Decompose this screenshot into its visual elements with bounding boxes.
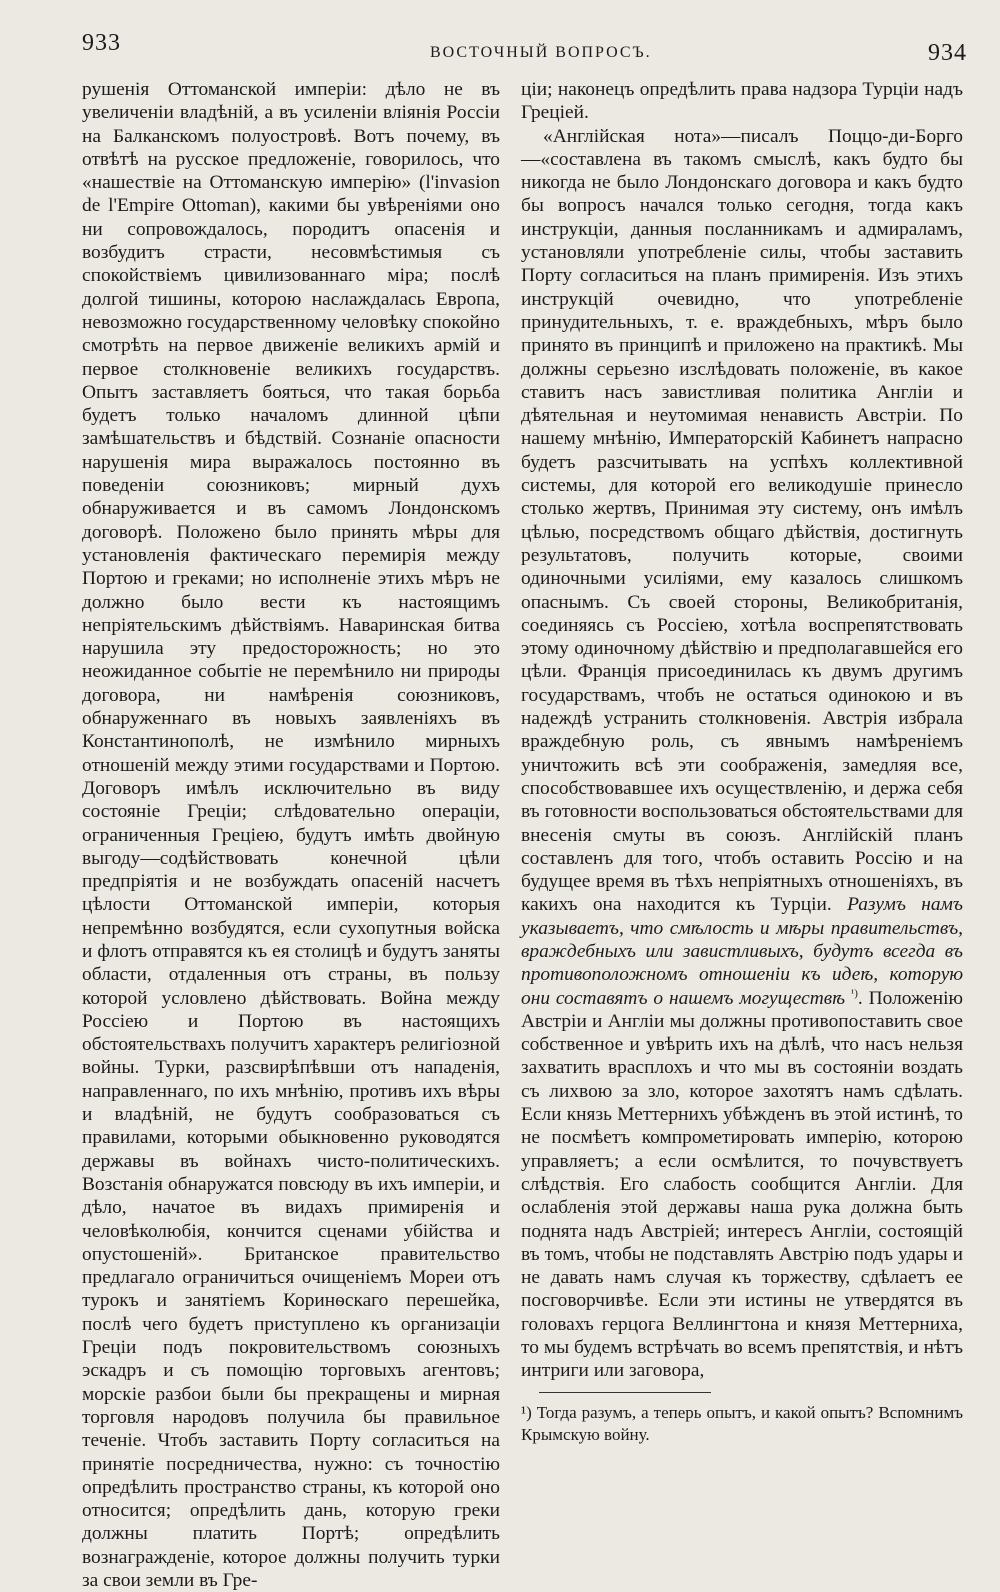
running-title: ВОСТОЧНЫЙ ВОПРОСЪ.: [430, 44, 652, 61]
page-header: [0, 26, 1000, 66]
right-paragraph-1: ціи; наконецъ опредѣлить права надзора Турціи надъ Греціей.: [521, 79, 963, 124]
page-number-left: 933: [82, 30, 121, 56]
quote-continuation: . Положенію Австріи и Англіи мы должны противопоставить свое собственное и увѣрить ихъ на дѣлѣ, что насъ нельзя захватить врасплохъ и что мы въ состояніи воздать съ лихвою за зло, которое захотятъ намъ сдѣлать. Если князь Меттернихъ убѣжденъ въ этой истинѣ, то не посмѣетъ компрометировать имперію, которою управляетъ; а если осмѣлится, то почувствуетъ слѣдствія. Его слабость сообщится Англіи. Для ослабленія этой державы наша рука должна быть поднята надъ Австріей; интересъ Англіи, состоящій въ томъ, чтобы не подставлять Австрію подъ удары и не давать намъ случая къ торжеству, сдѣлаетъ ее посговорчивѣе. Если эти истины не утвердятся въ головахъ герцога Веллингтона и князя Меттерниха, то мы будемъ встрѣчать во всемъ препятствія, и нѣтъ интриги или заговора,: [521, 987, 963, 1382]
left-paragraph: рушенія Оттоманской имперіи: дѣло не въ увеличеніи владѣній, а въ усиленіи вліянія Россіи на Балканскомъ полуостровѣ. Вотъ почему, въ отвѣтѣ на русское предложеніе, говорилось, что «нашествіе на Оттоманскую имперію» (l'invasion de l'Empire Ottoman), какими бы увѣреніями оно ни сопровождалось, породитъ опасенія и возбудитъ страсти, несовмѣстимыя съ спокойствіемъ цивилизованнаго міра; послѣ долгой тишины, которою наслаждалась Европа, невозможно государственному человѣку спокойно смотрѣть на первое движеніе великихъ армій и первое столкновеніе великихъ государствъ. Опытъ заставляетъ бояться, что такая борьба будетъ только началомъ длинной цѣпи замѣшательствъ и бѣдствій. Сознаніе опасности нарушенія мира выражалось постоянно въ поведеніи союзниковъ; мирный духъ обнаруживается и въ самомъ Лондонскомъ договорѣ. Положено было принять мѣры для установленія фактическаго перемирія между Портою и греками; но исполненіе этихъ мѣръ не должно было вести къ настоящимъ непріятельскимъ дѣйствіямъ. Наваринская битва нарушила эту предосторожность; но это неожиданное событіе не перемѣнило ни природы договора, ни намѣренія союзниковъ, обнаруженнаго въ новыхъ заявленіяхъ въ Константинополѣ, не измѣнило мирныхъ отношеній между этими государствами и Портою. Договоръ имѣлъ исключительно въ виду состояніе Греціи; слѣдовательно операціи, ограниченныя Греціею, будутъ имѣть двойную выгоду—содѣйствовать конечной цѣли предпріятія и не возбуждать опасеній насчетъ цѣлости Оттоманской имперіи, которыя непремѣнно возбудятся, если сухопутныя войска и флотъ отправятся къ ея столицѣ и будутъ заняты области, отдаленныя отъ страны, въ пользу которой условлено дѣйствовать. Война между Россіею и Портою въ настоящихъ обстоятельствахъ получитъ характеръ религіозной войны. Турки, разсвирѣпѣвши отъ нападенія, направленнаго, по ихъ мнѣнію, противъ ихъ вѣры и владѣній, не будутъ сообразоваться съ правилами, которыми обыкновенно руководятся державы въ войнахъ чисто-политическихъ. Возстанія обнаружатся повсюду въ ихъ имперіи, и дѣло, начатое въ видахъ примиренія и человѣколюбія, кончится сценами убійства и опустошеній». Британское правительство предлагало ограничиться очищеніемъ Мореи отъ турокъ и занятіемъ Коринѳскаго перешейка, послѣ чего будетъ приступлено къ организаціи Греціи подъ покровительствомъ союзныхъ эскадръ и съ помощію торговыхъ агентовъ; морскіе разбои были бы прекращены и мирная торговля народовъ получила бы правильное теченіе. Чтобъ заставить Порту согласиться на принятіе посредничества, нужно: съ точностію опредѣлить пространство страны, къ которой оно относится; опредѣлить дань, которую греки должны платить Портѣ; опредѣлить вознагражденіе, которое должны получить турки за свои земли въ Гре-: [82, 79, 500, 1591]
footnote: [521, 1402, 963, 1446]
left-column: [82, 78, 500, 1592]
right-column: [521, 78, 963, 1383]
footnote-reference: ¹): [850, 987, 858, 1000]
quote-text: «Англійская нота»—писалъ Поццо-ди-Борго—«составлена въ такомъ смыслѣ, какъ будто бы никогда не было Лондонскаго договора и какъ будто бы вопросъ начался только сегодня, тогда какъ инструкціи, данныя посланникамъ и адмираламъ, установляли употребленіе силы, чтобы заставить Порту согласиться на планъ примиренія. Изъ этихъ инструкцій очевидно, что употребленіе принудительныхъ, т. е. враждебныхъ, мѣръ было принято въ принципѣ и приложено на практикѣ. Мы должны серьезно изслѣдовать положеніе, въ какое ставитъ насъ завистливая политика Англіи и дѣятельная и неутомимая ненависть Австріи. По нашему мнѣнію, Императорскій Кабинетъ напрасно будетъ разсчитывать на успѣхъ коллективной системы, для которой его великодушіе принесло столько жертвъ, Принимая эту систему, онъ имѣлъ цѣлью, посредствомъ общаго дѣйствія, достигнуть результатовъ, получить которые, своими одиночными усиліями, ему казалось слишкомъ опаснымъ. Съ своей стороны, Великобританія, соединяясь съ Россіею, хотѣла воспрепятствовать этому одиночному дѣйствію и предполагавшейся его цѣли. Франція присоединилась къ двумъ другимъ государствамъ, чтобъ не остаться одинокою и въ надеждѣ устранить столкновенія. Австрія избрала враждебную роль, съ явнымъ намѣреніемъ уничтожить всѣ эти соображенія, замедляя все, способствовавшее ихъ осуществленію, и держа себя въ готовности воспользоваться обстоятельствами для внесенія смуты въ союзъ. Англійскій планъ составленъ для того, чтобъ оставить Россію и на будущее время въ тѣхъ непріятныхъ отношеніяхъ, въ какихъ она находится къ Турціи.: [521, 125, 963, 916]
footnote-marker: ¹): [521, 1403, 532, 1422]
right-paragraph-2: [521, 125, 963, 1383]
page-number-right: 934: [928, 40, 967, 66]
footnote-text: Тогда разумъ, а теперь опытъ, и какой опытъ? Вспомнимъ Крымскую войну.: [521, 1403, 963, 1444]
footnote-divider: [539, 1392, 711, 1393]
italic-quote: Разумъ намъ указываетъ, что смѣлость и мѣры правительствъ, враждебныхъ или завистливыхъ, будутъ всегда въ противоположномъ отношеніи къ идеѣ, которую они составятъ о нашемъ могуществѣ: [521, 894, 963, 1009]
